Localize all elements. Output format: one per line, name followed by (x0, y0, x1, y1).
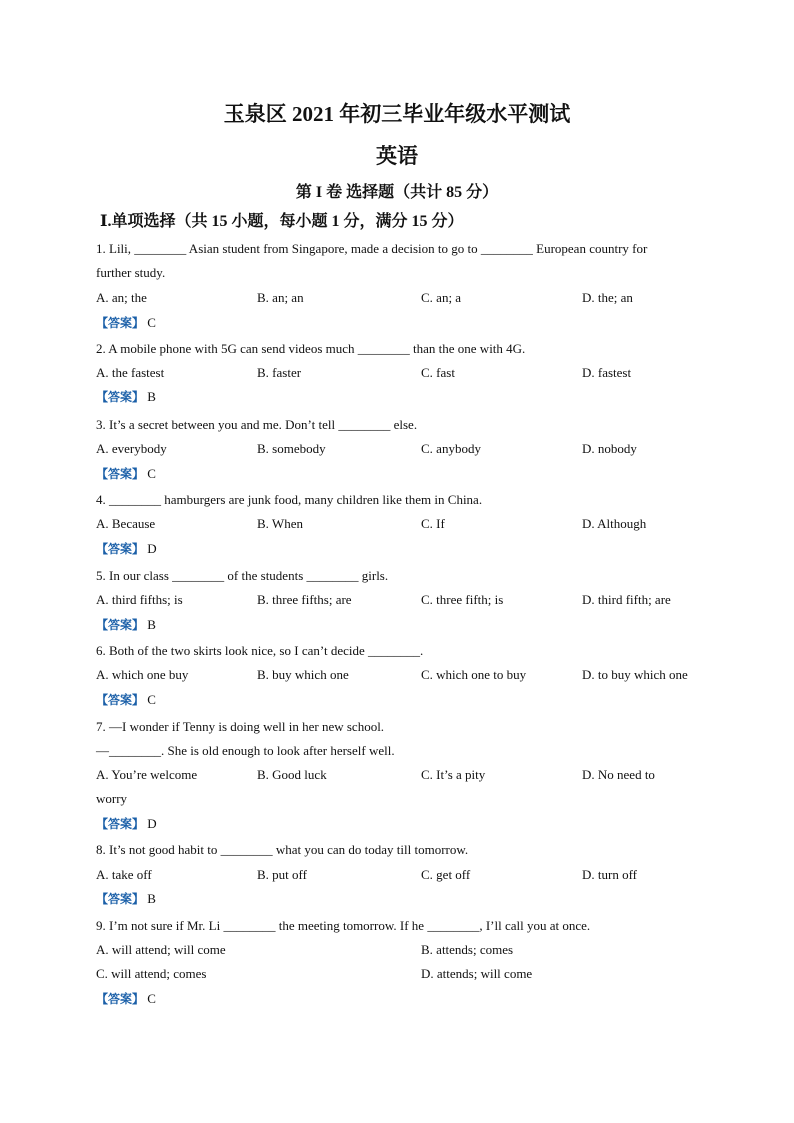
question-7-option-c: C. It’s a pity (421, 767, 486, 782)
question-4-option-b: B. When (257, 516, 303, 531)
question-8-option-b: B. put off (257, 867, 307, 882)
question-9-option-a: A. will attend; will come (96, 942, 226, 957)
answer-value: C (147, 466, 156, 481)
question-2-stem: 2. A mobile phone with 5G can send videos much ________ than the one with 4G. (96, 341, 526, 356)
question-9-answer (96, 991, 156, 1007)
question-4-option-d: D. Although (582, 516, 647, 531)
exam-title: 玉泉区 2021 年初三毕业年级水平测试 (223, 102, 571, 126)
question-5-option-a: A. third fifths; is (96, 592, 183, 607)
question-3-answer (96, 466, 156, 482)
answer-value: B (147, 617, 156, 632)
answer-value: C (147, 315, 156, 330)
question-3-option-c: C. anybody (421, 441, 481, 456)
question-5-option-b: B. three fifths; are (257, 592, 352, 607)
question-4-stem: 4. ________ hamburgers are junk food, many children like them in China. (96, 492, 483, 507)
question-6-option-a: A. which one buy (96, 667, 189, 682)
question-7-stem-cont: —________. She is old enough to look after herself well. (96, 743, 395, 758)
question-2-option-c: C. fast (421, 365, 455, 380)
question-7-option-b: B. Good luck (257, 767, 327, 782)
answer-value: C (147, 692, 156, 707)
question-4-option-c: C. If (421, 516, 445, 531)
part-title: 第 I 卷 选择题（共计 85 分） (295, 184, 499, 201)
question-5-option-c: C. three fifth; is (421, 592, 504, 607)
question-9-option-b: B. attends; comes (421, 942, 514, 957)
answer-value: B (147, 389, 156, 404)
question-3-option-b: B. somebody (257, 441, 326, 456)
question-5-stem: 5. In our class ________ of the students ________ girls. (96, 568, 389, 583)
question-9-option-d: D. attends; will come (421, 966, 533, 981)
question-4-option-a: A. Because (96, 516, 156, 531)
question-4-answer (96, 541, 157, 557)
question-6-answer (96, 692, 156, 708)
question-1-stem-cont: further study. (96, 265, 166, 280)
question-3-stem: 3. It’s a secret between you and me. Don’t tell ________ else. (96, 417, 418, 432)
question-8-answer (96, 891, 156, 907)
answer-tag: 【答案】 (96, 618, 145, 632)
question-2-option-b: B. faster (257, 365, 302, 380)
answer-tag: 【答案】 (96, 467, 145, 481)
answer-tag: 【答案】 (96, 693, 145, 707)
question-1-option-c: C. an; a (421, 290, 462, 305)
question-6-option-c: C. which one to buy (421, 667, 527, 682)
answer-value: D (147, 541, 157, 556)
question-6-option-d: D. to buy which one (582, 667, 688, 682)
question-8-option-c: C. get off (421, 867, 471, 882)
answer-value: C (147, 991, 156, 1006)
question-9-option-c: C. will attend; comes (96, 966, 207, 981)
question-7-stem: 7. —I wonder if Tenny is doing well in her new school. (96, 719, 385, 734)
question-1-option-a: A. an; the (96, 290, 147, 305)
subject-title: 英语 (376, 144, 418, 168)
answer-value: B (147, 891, 156, 906)
question-2-option-d: D. fastest (582, 365, 632, 380)
answer-tag: 【答案】 (96, 817, 145, 831)
question-6-option-b: B. buy which one (257, 667, 349, 682)
question-1-stem: 1. Lili, ________ Asian student from Singapore, made a decision to go to ________ European country for (96, 241, 648, 256)
question-6-stem: 6. Both of the two skirts look nice, so I can’t decide ________. (96, 643, 424, 658)
answer-tag: 【答案】 (96, 992, 145, 1006)
answer-tag: 【答案】 (96, 316, 145, 330)
question-1-answer (96, 315, 156, 331)
question-5-option-d: D. third fifth; are (582, 592, 671, 607)
question-7-option-d-cont: worry (96, 791, 128, 806)
answer-tag: 【答案】 (96, 390, 145, 404)
question-5-answer (96, 617, 156, 633)
question-3-option-a: A. everybody (96, 441, 167, 456)
question-7-answer (96, 816, 157, 832)
question-7-option-a: A. You’re welcome (96, 767, 198, 782)
answer-value: D (147, 816, 157, 831)
question-3-option-d: D. nobody (582, 441, 637, 456)
question-2-answer (96, 389, 156, 405)
section-heading: Ⅰ.单项选择（共 15 小题，每小题 1 分，满分 15 分） (100, 213, 464, 230)
question-1-option-b: B. an; an (257, 290, 304, 305)
question-8-option-a: A. take off (96, 867, 152, 882)
question-8-option-d: D. turn off (582, 867, 638, 882)
answer-tag: 【答案】 (96, 542, 145, 556)
answer-tag: 【答案】 (96, 892, 145, 906)
question-7-option-d: D. No need to (582, 767, 655, 782)
question-9-stem: 9. I’m not sure if Mr. Li ________ the meeting tomorrow. If he ________, I’ll call you at once. (96, 918, 591, 933)
question-2-option-a: A. the fastest (96, 365, 165, 380)
question-1-option-d: D. the; an (582, 290, 633, 305)
question-8-stem: 8. It’s not good habit to ________ what you can do today till tomorrow. (96, 842, 469, 857)
